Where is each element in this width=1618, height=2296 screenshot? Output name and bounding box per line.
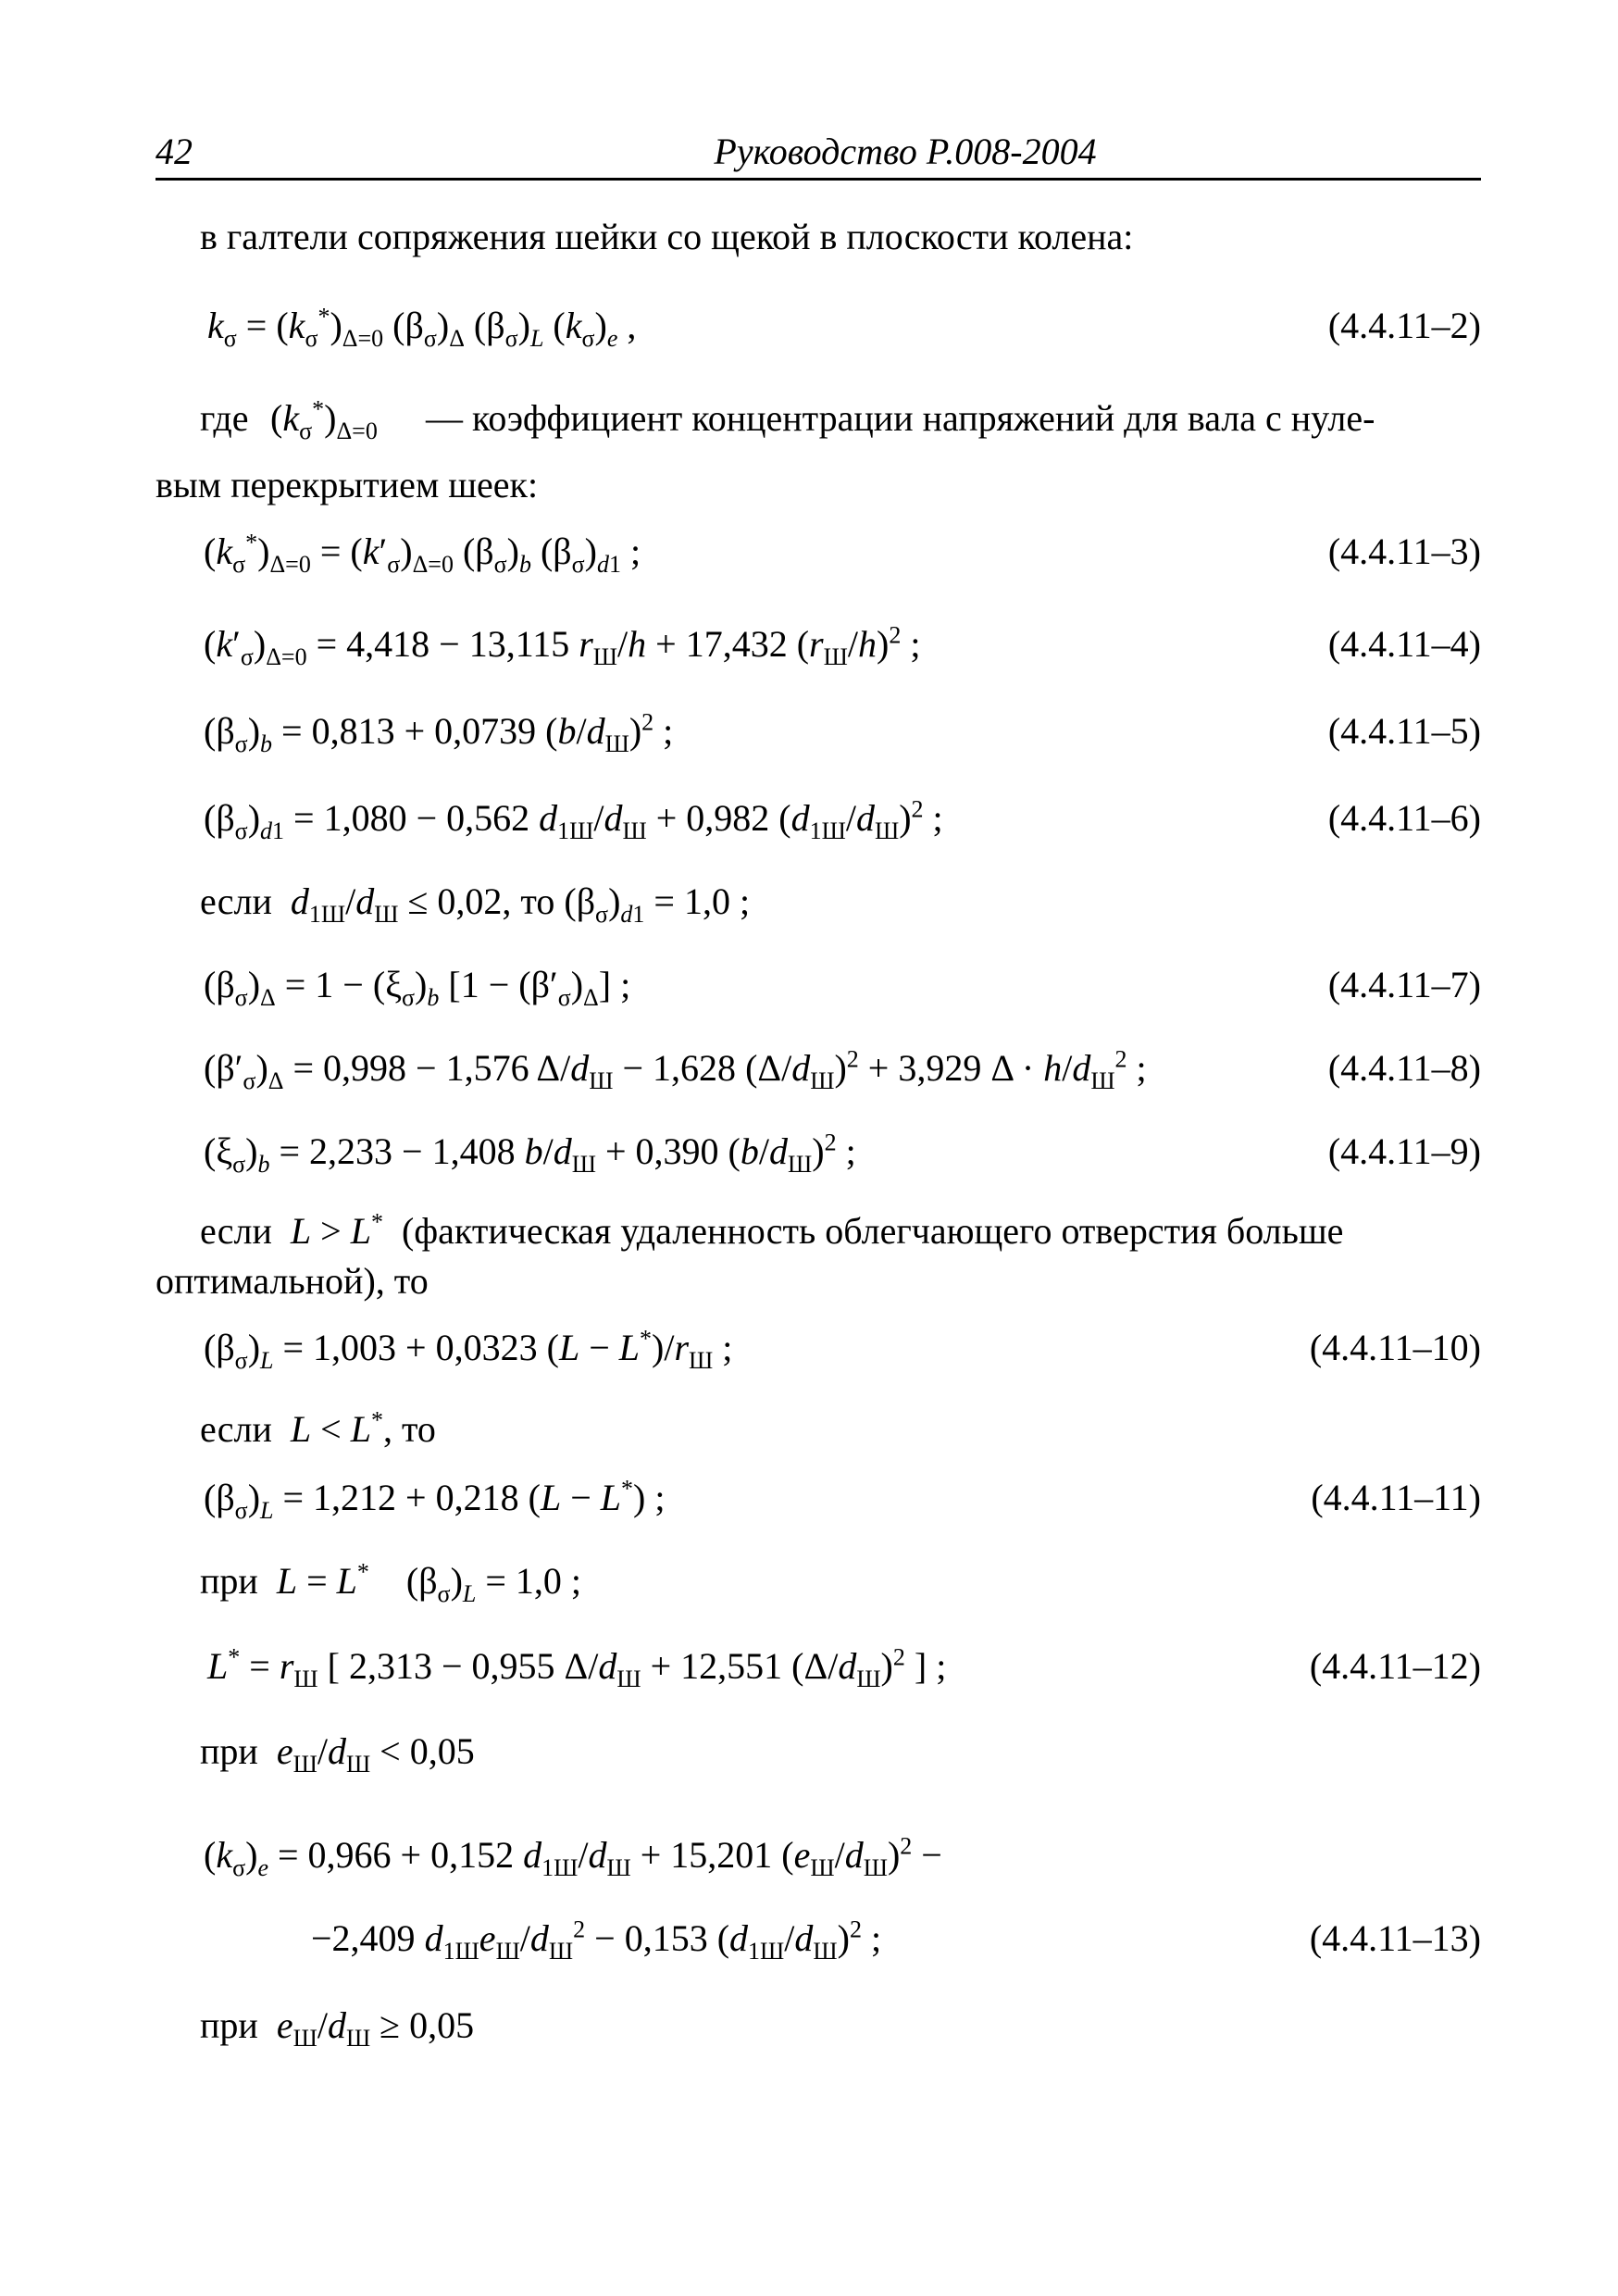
- header-rule: [156, 178, 1481, 181]
- equation-4-4-11-10: $(\beta_\sigma)_L = 1,003 + 0,0323$ $(L - L^*)/r_Ш$ ;: [204, 1325, 733, 1374]
- where-symbol: $(k_\sigma^*)_{\Delta=0}$: [270, 395, 378, 444]
- when-e-ge-value: ≥ 0,05: [380, 2004, 475, 2046]
- eq-number-4: (4.4.11–4): [1327, 623, 1481, 665]
- eq-number-2: (4.4.11–2): [1327, 305, 1481, 346]
- when-e-lt-lead: при: [200, 1730, 258, 1772]
- condition-e-greater-equal: при $e_Ш/d_Ш \ge 0,05$: [200, 2004, 475, 2052]
- if-L-lt-lead: если: [200, 1408, 272, 1450]
- equation-4-4-11-6: $(\beta_\sigma)_{d1} = 1,080 - 0,562$ $d_{1Ш}/d_Ш + 0,982$ $(d_{1Ш}/d_Ш)^2$ ;: [204, 795, 943, 844]
- if-L-gt-lead: если: [200, 1210, 272, 1252]
- equation-4-4-11-12: $L^* = r_Ш$ [ 2,313 − 0,955 $\Delta/d_Ш + 12,551$ $(\Delta/d_Ш)^2$ ] ;: [207, 1643, 947, 1692]
- when-L-eq-value: = 1,0 ;: [485, 1560, 582, 1602]
- if-mid: ≤ 0,02, то: [407, 880, 555, 922]
- eq5-term-1: = 0,813 + 0,0739: [281, 710, 537, 752]
- if-L-lt-tail: , то: [382, 1408, 436, 1450]
- eq4-term-2: + 17,432: [655, 623, 788, 665]
- equation-4-4-11-5: $(\beta_\sigma)_b = 0,813 + 0,0739$ $(b/d_Ш)^2$ ;: [204, 708, 674, 757]
- eq10-term-1: = 1,003 + 0,0323: [282, 1327, 538, 1368]
- equation-4-4-11-8: $(\beta'_\sigma)_\Delta = 0,998 - 1,576$ $\Delta/d_Ш - 1,628$ $(\Delta/d_Ш)^2 + 3,929$ $\Delta \cdot h/d_Ш^2$ ;: [204, 1045, 1147, 1094]
- eq8-term-3: + 3,929: [867, 1047, 982, 1089]
- intro-text: в галтели сопряжения шейки со щекой в плоскости колена:: [200, 216, 1134, 257]
- eq8-term-2: − 1,628: [622, 1047, 737, 1089]
- eq-number-12: (4.4.11–12): [1309, 1645, 1481, 1687]
- equation-4-4-11-2: $k_\sigma = (k_\sigma^*)_{\Delta=0}$ $(\beta_\sigma)_\Delta$ $(\beta_\sigma)_L$ $(k_\sigma)_e$ ,: [207, 303, 637, 352]
- page-header: [156, 130, 1481, 176]
- eq-number-8: (4.4.11–8): [1327, 1047, 1481, 1089]
- eq6-term-1: = 1,080 − 0,562: [293, 797, 530, 839]
- equation-4-4-11-3: $(k_\sigma^*)_{\Delta=0} = (k'_\sigma)_{\Delta=0}$ $(\beta_\sigma)_b$ $(\beta_\sigma)_{d1}$ ;: [204, 529, 641, 578]
- eq12-term-2: + 12,551: [650, 1645, 783, 1687]
- eq-number-6: (4.4.11–6): [1327, 797, 1481, 839]
- equation-4-4-11-9: $(\xi_\sigma)_b = 2,233 - 1,408$ $b/d_Ш + 0,390$ $(b/d_Ш)^2$ ;: [204, 1129, 856, 1178]
- if-L-gt-rest: (фактическая удаленность облегчающего отверстия больше: [401, 1210, 1344, 1252]
- condition-L-greater: если L > L* (фактическая удаленность облегчающего отверстия больше: [200, 1208, 1344, 1252]
- if-value: = 1,0 ;: [653, 880, 751, 922]
- eq13b-term-2: − 0,153: [594, 1917, 708, 1959]
- eq-number-5: (4.4.11–5): [1327, 710, 1481, 752]
- eq13b-term-1: −2,409: [311, 1917, 416, 1959]
- eq-number-9: (4.4.11–9): [1327, 1130, 1481, 1172]
- condition-L-less: если L < L*, то: [200, 1406, 436, 1450]
- eq13a-term-1: = 0,966 + 0,152: [277, 1834, 515, 1876]
- eq-number-7: (4.4.11–7): [1327, 964, 1481, 1005]
- eq4-term-1: = 4,418 − 13,115: [316, 623, 570, 665]
- if-lead: если: [200, 880, 272, 922]
- where-description: — коэффициент концентрации напряжений для вала с нуле-: [426, 397, 1375, 439]
- eq-number-10: (4.4.11–10): [1309, 1327, 1481, 1368]
- equation-4-4-11-4: $(k'_\sigma)_{\Delta=0} = 4,418 - 13,115$ $r_Ш/h + 17,432$ $(r_Ш/h)^2$ ;: [204, 621, 921, 670]
- equation-4-4-11-13-line-2: −2,409 $d_{1Ш}e_Ш/d_Ш^2 - 0,153$ $(d_{1Ш}/d_Ш)^2$ ;: [311, 1915, 882, 1965]
- running-title: Руководство Р.008-2004: [714, 131, 1097, 172]
- when-e-ge-lead: при: [200, 2004, 258, 2046]
- eq-number-3: (4.4.11–3): [1327, 530, 1481, 572]
- eq13a-term-2: + 15,201: [640, 1834, 773, 1876]
- where-lead: где: [200, 397, 249, 439]
- page-number: 42: [156, 131, 193, 172]
- eq12-term-1: 2,313 − 0,955: [348, 1645, 555, 1687]
- eq9-term-2: + 0,390: [604, 1130, 719, 1172]
- eq-number-13: (4.4.11–13): [1309, 1917, 1481, 1959]
- eq9-term-1: = 2,233 − 1,408: [279, 1130, 516, 1172]
- condition-L-equal: при L = L* $(\beta_\sigma)_L = 1,0$ ;: [200, 1558, 582, 1607]
- when-e-lt-value: < 0,05: [380, 1730, 475, 1772]
- eq11-term-1: = 1,212 + 0,218: [282, 1477, 519, 1518]
- equation-4-4-11-13-line-1: $(k_\sigma)_e = 0,966 + 0,152$ $d_{1Ш}/d_Ш + 15,201$ $(e_Ш/d_Ш)^2$ −: [204, 1832, 942, 1881]
- equation-4-4-11-7: $(\beta_\sigma)_\Delta = 1 - (\xi_\sigma)_b$ $[1 - (\beta'_\sigma)_\Delta]$ ;: [204, 964, 631, 1011]
- equation-4-4-11-11: $(\beta_\sigma)_L = 1,212 + 0,218$ (L − L*) ;: [204, 1475, 666, 1524]
- when-L-eq-lead: при: [200, 1560, 258, 1602]
- if-L-gt-continuation: оптимальной), то: [156, 1260, 429, 1302]
- condition-e-less: при $e_Ш/d_Ш < 0,05$: [200, 1730, 475, 1778]
- eq6-term-2: + 0,982: [655, 797, 770, 839]
- eq-number-11: (4.4.11–11): [1311, 1477, 1481, 1518]
- where-continuation: вым перекрытием шеек:: [156, 464, 539, 505]
- condition-d1: если $d_{1Ш}/d_Ш \le 0,02$, то $(\beta_\sigma)_{d1} = 1,0$ ;: [200, 880, 751, 928]
- eq8-term-1: = 0,998 − 1,576: [292, 1047, 529, 1089]
